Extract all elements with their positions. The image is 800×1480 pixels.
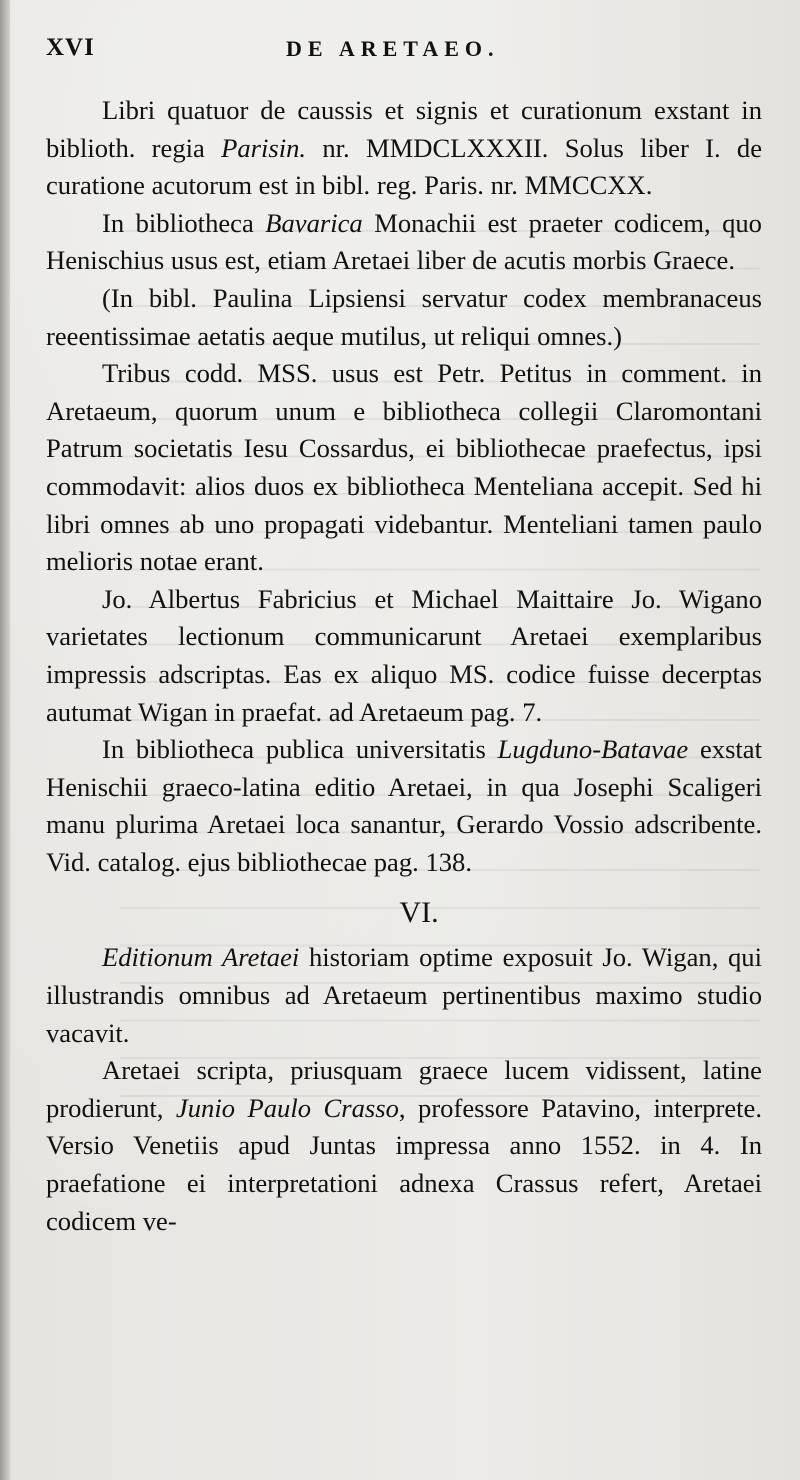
text-run: Tribus codd. MSS. usus est Petr. Petitus in comment. in Aretaeum, quorum unum e bibliotheca collegii Claromontani Patrum societatis Iesu Cossardus, ei bibliothecae praefectus, ipsi commodavit: alios duos ex bibliotheca Menteliana accepit. Sed hi libri omnes ab uno propagati videbantur. Menteliani tamen paulo melioris notae erant. — [46, 358, 762, 577]
text-run: , professore Patavino, interprete. Versio Venetiis apud Juntas impressa anno 1552. in 4. In praefatione ei interpretationi adnexa Crassus refert, Aretaei codicem ve- — [46, 1092, 763, 1236]
text-run: In bibliotheca publica universitatis — [102, 734, 498, 765]
italic-text: Editionum Aretaei — [102, 942, 300, 973]
italic-text: Bavarica — [265, 207, 363, 238]
text-run: In bibliotheca — [102, 207, 266, 238]
paragraph — [46, 355, 762, 581]
paragraph — [46, 205, 762, 280]
paragraph — [46, 731, 762, 881]
text-run: (In bibl. Paulina Lipsiensi servatur codex membranaceus reeentissimae aetatis aeque mutilus, ut reliqui omnes.) — [46, 282, 762, 351]
italic-text: Lugduno-Batavae — [497, 734, 689, 765]
text-run: Libri quatuor de caussis et signis et curationum exstant in biblioth. regia — [46, 95, 762, 163]
section-paragraph-list — [46, 939, 762, 1240]
text-run: Aretaei scripta, priusquam graece lucem vidissent, latine prodierunt, — [46, 1055, 762, 1123]
text-run: nr. MMDCLXXXII. Solus liber I. de curatione acutorum est in bibl. reg. Paris. nr. MMCCXX. — [46, 132, 763, 201]
text-run: exstat Henischii graeco-latina editio Aretaei, in qua Josephi Scaligeri manu plurima Aretaei loca sanantur, Gerardo Vossio adscribente. Vid. catalog. ejus bibliothecae pag. 138. — [46, 734, 762, 877]
paragraph — [46, 280, 762, 355]
page-number: XVI — [46, 34, 95, 61]
text-run: historiam optime exposuit Jo. Wigan, qui illustrandis omnibus ad Aretaeum pertinentibus maximo studio vacavit. — [46, 942, 762, 1048]
italic-text: Junio Paulo Crasso — [175, 1092, 399, 1123]
running-title: DE ARETAEO. — [286, 36, 500, 61]
paragraph — [46, 581, 762, 731]
paragraph-list — [46, 92, 762, 881]
italic-text: Parisin. — [221, 132, 307, 163]
section-heading: VI. — [399, 896, 439, 930]
paragraph — [46, 1052, 762, 1240]
text-run: Jo. Albertus Fabricius et Michael Maittaire Jo. Wigano varietates lectionum communicarunt Aretaei exemplaribus impressis adscriptas. Eas ex aliquo MS. codice fuisse decerptas autumat Wigan in praefat. ad Aretaeum pag. 7. — [46, 583, 762, 727]
body-text — [46, 92, 762, 1240]
paragraph — [46, 939, 762, 1052]
paragraph — [46, 92, 762, 205]
running-head — [46, 30, 762, 70]
text-run: Monachii est praeter codicem, quo Henischius usus est, etiam Aretaei liber de acutis morbis Graece. — [46, 207, 762, 276]
